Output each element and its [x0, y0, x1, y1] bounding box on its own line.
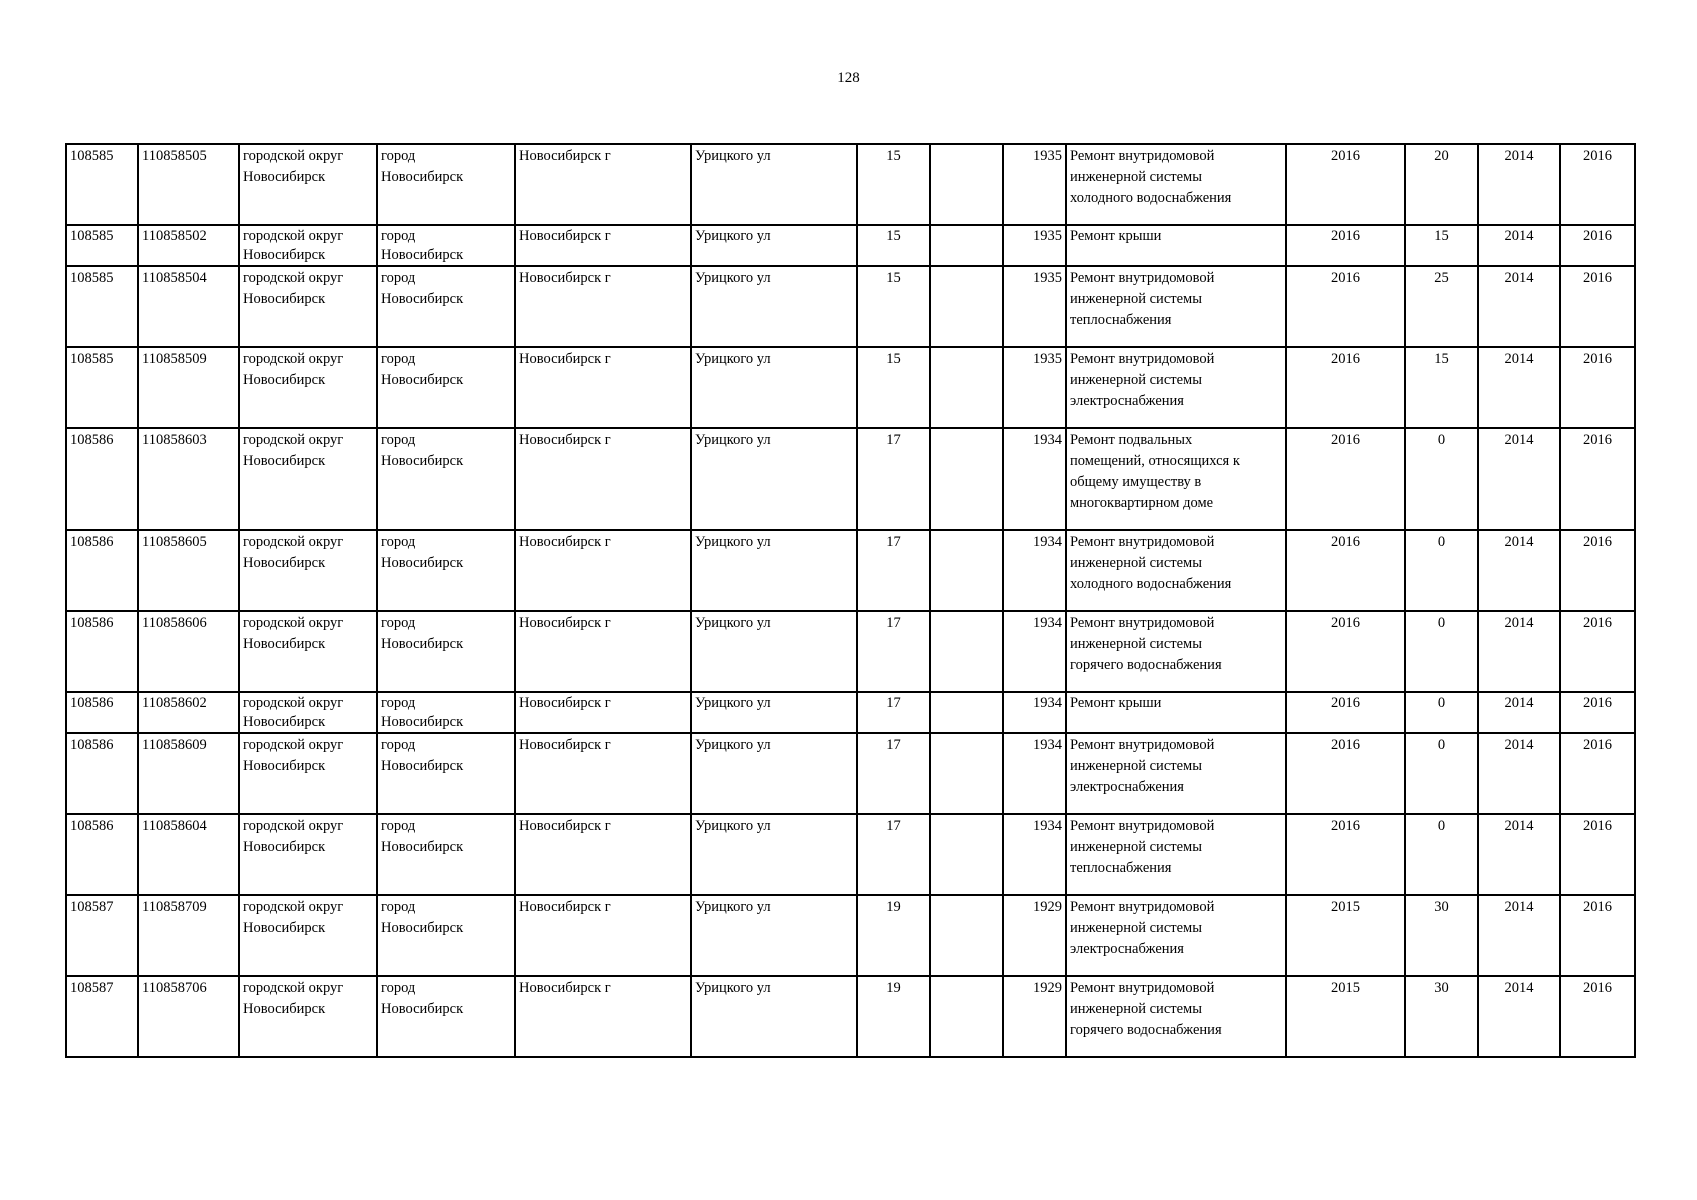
year-from-cell: 2014 — [1478, 225, 1560, 266]
work-type-cell: Ремонт внутридомовой инженерной системы горячего водоснабжения — [1066, 611, 1286, 692]
house-cell: 15 — [857, 347, 930, 428]
wear-cell: 15 — [1405, 225, 1478, 266]
city-cell: Новосибирск г — [515, 814, 691, 895]
empty-cell — [930, 530, 1003, 611]
year-from-cell: 2014 — [1478, 428, 1560, 530]
district-cell: городской округ Новосибирск — [239, 530, 377, 611]
district-cell: городской округ Новосибирск — [239, 733, 377, 814]
city-cell: Новосибирск г — [515, 611, 691, 692]
object-id-cell: 108586 — [66, 530, 138, 611]
table-body — [66, 144, 1635, 1057]
work-type-cell: Ремонт внутридомовой инженерной системы теплоснабжения — [1066, 266, 1286, 347]
settlement-cell: город Новосибирск — [377, 814, 515, 895]
work-type-cell: Ремонт внутридомовой инженерной системы холодного водоснабжения — [1066, 530, 1286, 611]
work-code-cell: 110858609 — [138, 733, 239, 814]
empty-cell — [930, 428, 1003, 530]
district-cell: городской округ Новосибирск — [239, 225, 377, 266]
repair-registry-table — [65, 143, 1636, 1058]
wear-cell: 25 — [1405, 266, 1478, 347]
plan-year-cell: 2016 — [1286, 225, 1405, 266]
district-cell: городской округ Новосибирск — [239, 895, 377, 976]
city-cell: Новосибирск г — [515, 266, 691, 347]
wear-cell: 30 — [1405, 895, 1478, 976]
table-row — [66, 692, 1635, 733]
wear-cell: 0 — [1405, 611, 1478, 692]
house-cell: 17 — [857, 611, 930, 692]
year-to-cell: 2016 — [1560, 733, 1635, 814]
empty-cell — [930, 692, 1003, 733]
work-code-cell: 110858605 — [138, 530, 239, 611]
work-type-cell: Ремонт внутридомовой инженерной системы теплоснабжения — [1066, 814, 1286, 895]
street-cell: Урицкого ул — [691, 814, 857, 895]
empty-cell — [930, 611, 1003, 692]
wear-cell: 0 — [1405, 692, 1478, 733]
house-cell: 17 — [857, 692, 930, 733]
year-from-cell: 2014 — [1478, 814, 1560, 895]
year-from-cell: 2014 — [1478, 266, 1560, 347]
house-cell: 17 — [857, 428, 930, 530]
settlement-cell: город Новосибирск — [377, 976, 515, 1057]
plan-year-cell: 2015 — [1286, 976, 1405, 1057]
city-cell: Новосибирск г — [515, 692, 691, 733]
house-cell: 17 — [857, 733, 930, 814]
year-to-cell: 2016 — [1560, 692, 1635, 733]
district-cell: городской округ Новосибирск — [239, 976, 377, 1057]
street-cell: Урицкого ул — [691, 733, 857, 814]
settlement-cell: город Новосибирск — [377, 692, 515, 733]
object-id-cell: 108586 — [66, 428, 138, 530]
wear-cell: 15 — [1405, 347, 1478, 428]
street-cell: Урицкого ул — [691, 225, 857, 266]
empty-cell — [930, 347, 1003, 428]
wear-cell: 0 — [1405, 428, 1478, 530]
year-built-cell: 1929 — [1003, 976, 1066, 1057]
plan-year-cell: 2016 — [1286, 814, 1405, 895]
work-type-cell: Ремонт внутридомовой инженерной системы электроснабжения — [1066, 733, 1286, 814]
work-code-cell: 110858603 — [138, 428, 239, 530]
work-code-cell: 110858509 — [138, 347, 239, 428]
year-to-cell: 2016 — [1560, 347, 1635, 428]
year-built-cell: 1934 — [1003, 733, 1066, 814]
work-type-cell: Ремонт подвальных помещений, относящихся к общему имуществу в многоквартирном доме — [1066, 428, 1286, 530]
object-id-cell: 108586 — [66, 733, 138, 814]
settlement-cell: город Новосибирск — [377, 266, 515, 347]
table-row — [66, 225, 1635, 266]
year-built-cell: 1935 — [1003, 266, 1066, 347]
work-type-cell: Ремонт крыши — [1066, 225, 1286, 266]
plan-year-cell: 2016 — [1286, 611, 1405, 692]
settlement-cell: город Новосибирск — [377, 733, 515, 814]
street-cell: Урицкого ул — [691, 428, 857, 530]
wear-cell: 30 — [1405, 976, 1478, 1057]
empty-cell — [930, 976, 1003, 1057]
year-to-cell: 2016 — [1560, 976, 1635, 1057]
house-cell: 19 — [857, 895, 930, 976]
year-built-cell: 1935 — [1003, 225, 1066, 266]
wear-cell: 20 — [1405, 144, 1478, 225]
street-cell: Урицкого ул — [691, 692, 857, 733]
year-to-cell: 2016 — [1560, 428, 1635, 530]
street-cell: Урицкого ул — [691, 266, 857, 347]
work-code-cell: 110858706 — [138, 976, 239, 1057]
city-cell: Новосибирск г — [515, 976, 691, 1057]
work-code-cell: 110858504 — [138, 266, 239, 347]
settlement-cell: город Новосибирск — [377, 144, 515, 225]
plan-year-cell: 2016 — [1286, 428, 1405, 530]
year-built-cell: 1929 — [1003, 895, 1066, 976]
table-row — [66, 266, 1635, 347]
settlement-cell: город Новосибирск — [377, 225, 515, 266]
street-cell: Урицкого ул — [691, 611, 857, 692]
street-cell: Урицкого ул — [691, 895, 857, 976]
year-from-cell: 2014 — [1478, 611, 1560, 692]
wear-cell: 0 — [1405, 530, 1478, 611]
street-cell: Урицкого ул — [691, 144, 857, 225]
city-cell: Новосибирск г — [515, 895, 691, 976]
work-code-cell: 110858604 — [138, 814, 239, 895]
settlement-cell: город Новосибирск — [377, 347, 515, 428]
work-code-cell: 110858505 — [138, 144, 239, 225]
year-built-cell: 1934 — [1003, 530, 1066, 611]
district-cell: городской округ Новосибирск — [239, 814, 377, 895]
year-built-cell: 1934 — [1003, 428, 1066, 530]
plan-year-cell: 2015 — [1286, 895, 1405, 976]
year-built-cell: 1935 — [1003, 144, 1066, 225]
settlement-cell: город Новосибирск — [377, 895, 515, 976]
year-from-cell: 2014 — [1478, 530, 1560, 611]
district-cell: городской округ Новосибирск — [239, 611, 377, 692]
street-cell: Урицкого ул — [691, 530, 857, 611]
work-code-cell: 110858709 — [138, 895, 239, 976]
city-cell: Новосибирск г — [515, 144, 691, 225]
plan-year-cell: 2016 — [1286, 692, 1405, 733]
plan-year-cell: 2016 — [1286, 733, 1405, 814]
work-type-cell: Ремонт внутридомовой инженерной системы холодного водоснабжения — [1066, 144, 1286, 225]
year-built-cell: 1934 — [1003, 692, 1066, 733]
year-to-cell: 2016 — [1560, 530, 1635, 611]
house-cell: 19 — [857, 976, 930, 1057]
work-code-cell: 110858602 — [138, 692, 239, 733]
empty-cell — [930, 814, 1003, 895]
year-built-cell: 1935 — [1003, 347, 1066, 428]
work-type-cell: Ремонт крыши — [1066, 692, 1286, 733]
city-cell: Новосибирск г — [515, 428, 691, 530]
year-to-cell: 2016 — [1560, 895, 1635, 976]
house-cell: 15 — [857, 144, 930, 225]
wear-cell: 0 — [1405, 814, 1478, 895]
city-cell: Новосибирск г — [515, 225, 691, 266]
settlement-cell: город Новосибирск — [377, 530, 515, 611]
wear-cell: 0 — [1405, 733, 1478, 814]
year-from-cell: 2014 — [1478, 347, 1560, 428]
table-row — [66, 428, 1635, 530]
settlement-cell: город Новосибирск — [377, 611, 515, 692]
work-code-cell: 110858502 — [138, 225, 239, 266]
plan-year-cell: 2016 — [1286, 530, 1405, 611]
year-built-cell: 1934 — [1003, 611, 1066, 692]
district-cell: городской округ Новосибирск — [239, 428, 377, 530]
street-cell: Урицкого ул — [691, 976, 857, 1057]
work-type-cell: Ремонт внутридомовой инженерной системы горячего водоснабжения — [1066, 976, 1286, 1057]
street-cell: Урицкого ул — [691, 347, 857, 428]
year-from-cell: 2014 — [1478, 144, 1560, 225]
object-id-cell: 108586 — [66, 814, 138, 895]
plan-year-cell: 2016 — [1286, 347, 1405, 428]
district-cell: городской округ Новосибирск — [239, 144, 377, 225]
table-row — [66, 530, 1635, 611]
city-cell: Новосибирск г — [515, 530, 691, 611]
city-cell: Новосибирск г — [515, 347, 691, 428]
settlement-cell: город Новосибирск — [377, 428, 515, 530]
house-cell: 15 — [857, 266, 930, 347]
object-id-cell: 108587 — [66, 895, 138, 976]
object-id-cell: 108585 — [66, 347, 138, 428]
table-row — [66, 144, 1635, 225]
city-cell: Новосибирск г — [515, 733, 691, 814]
empty-cell — [930, 733, 1003, 814]
table-row — [66, 733, 1635, 814]
object-id-cell: 108585 — [66, 266, 138, 347]
year-from-cell: 2014 — [1478, 895, 1560, 976]
house-cell: 17 — [857, 814, 930, 895]
object-id-cell: 108586 — [66, 692, 138, 733]
work-code-cell: 110858606 — [138, 611, 239, 692]
year-built-cell: 1934 — [1003, 814, 1066, 895]
empty-cell — [930, 144, 1003, 225]
empty-cell — [930, 225, 1003, 266]
district-cell: городской округ Новосибирск — [239, 692, 377, 733]
year-to-cell: 2016 — [1560, 814, 1635, 895]
year-to-cell: 2016 — [1560, 225, 1635, 266]
district-cell: городской округ Новосибирск — [239, 347, 377, 428]
empty-cell — [930, 895, 1003, 976]
table-row — [66, 976, 1635, 1057]
table-row — [66, 347, 1635, 428]
object-id-cell: 108585 — [66, 144, 138, 225]
page-number: 128 — [837, 70, 860, 86]
year-from-cell: 2014 — [1478, 733, 1560, 814]
object-id-cell: 108585 — [66, 225, 138, 266]
work-type-cell: Ремонт внутридомовой инженерной системы электроснабжения — [1066, 895, 1286, 976]
house-cell: 17 — [857, 530, 930, 611]
plan-year-cell: 2016 — [1286, 144, 1405, 225]
plan-year-cell: 2016 — [1286, 266, 1405, 347]
district-cell: городской округ Новосибирск — [239, 266, 377, 347]
table-row — [66, 814, 1635, 895]
work-type-cell: Ремонт внутридомовой инженерной системы электроснабжения — [1066, 347, 1286, 428]
year-to-cell: 2016 — [1560, 266, 1635, 347]
empty-cell — [930, 266, 1003, 347]
table-row — [66, 895, 1635, 976]
year-from-cell: 2014 — [1478, 692, 1560, 733]
house-cell: 15 — [857, 225, 930, 266]
year-to-cell: 2016 — [1560, 611, 1635, 692]
object-id-cell: 108587 — [66, 976, 138, 1057]
year-to-cell: 2016 — [1560, 144, 1635, 225]
year-from-cell: 2014 — [1478, 976, 1560, 1057]
table-row — [66, 611, 1635, 692]
object-id-cell: 108586 — [66, 611, 138, 692]
